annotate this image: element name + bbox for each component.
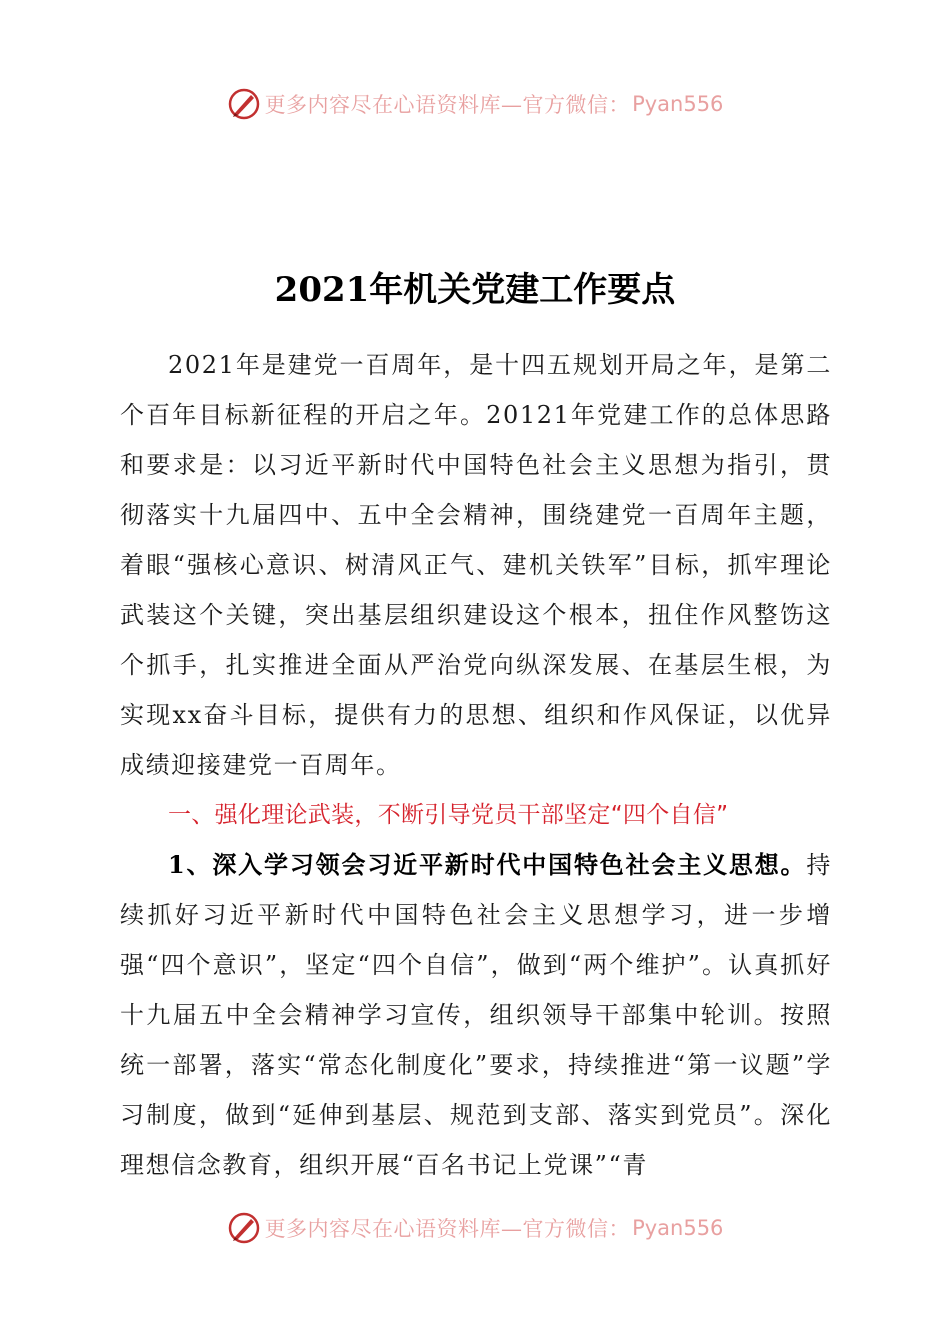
pen-logo-icon <box>227 1211 261 1245</box>
watermark-text: 更多内容尽在心语资料库—官方微信： <box>264 1217 631 1241</box>
item-1-paragraph <box>120 840 832 1190</box>
document-title: 2021年机关党建工作要点 <box>274 270 676 310</box>
footer-watermark <box>0 1208 950 1248</box>
header-watermark <box>0 84 950 124</box>
item-1-body: 持续抓好习近平新时代中国特色社会主义思想学习，进一步增强“四个意识”，坚定“四个自信”，做到“两个维护”。认真抓好十九届五中全会精神学习宣传，组织领导干部集中轮训。按照统一部署，落实“常态化制度化”要求，持续推进“第一议题”学习制度，做到“延伸到基层、规范到支部、落实到党员”。深化理想信念教育，组织开展“百名书记上党课”“青 <box>120 851 832 1179</box>
document-body <box>120 340 832 1190</box>
section-heading-1: 一、强化理论武装，不断引导党员干部坚定“四个自信” <box>168 802 729 828</box>
watermark-wechat-id: Pyan556 <box>632 92 724 116</box>
pen-logo-icon <box>227 87 261 121</box>
item-1-lead: 1、深入学习领会习近平新时代中国特色社会主义思想。 <box>168 850 807 879</box>
watermark-wechat-id: Pyan556 <box>632 1216 724 1240</box>
intro-paragraph: 2021年是建党一百周年，是十四五规划开局之年，是第二个百年目标新征程的开启之年。20121年党建工作的总体思路和要求是：以习近平新时代中国特色社会主义思想为指引，贯彻落实十九届四中、五中全会精神，围绕建党一百周年主题，着眼“强核心意识、树清风正气、建机关铁军”目标，抓牢理论武装这个关键，突出基层组织建设这个根本，扭住作风整饬这个抓手，扎实推进全面从严治党向纵深发展、在基层生根，为实现xx奋斗目标，提供有力的思想、组织和作风保证，以优异成绩迎接建党一百周年。 <box>120 351 832 779</box>
watermark-text: 更多内容尽在心语资料库—官方微信： <box>264 93 631 117</box>
